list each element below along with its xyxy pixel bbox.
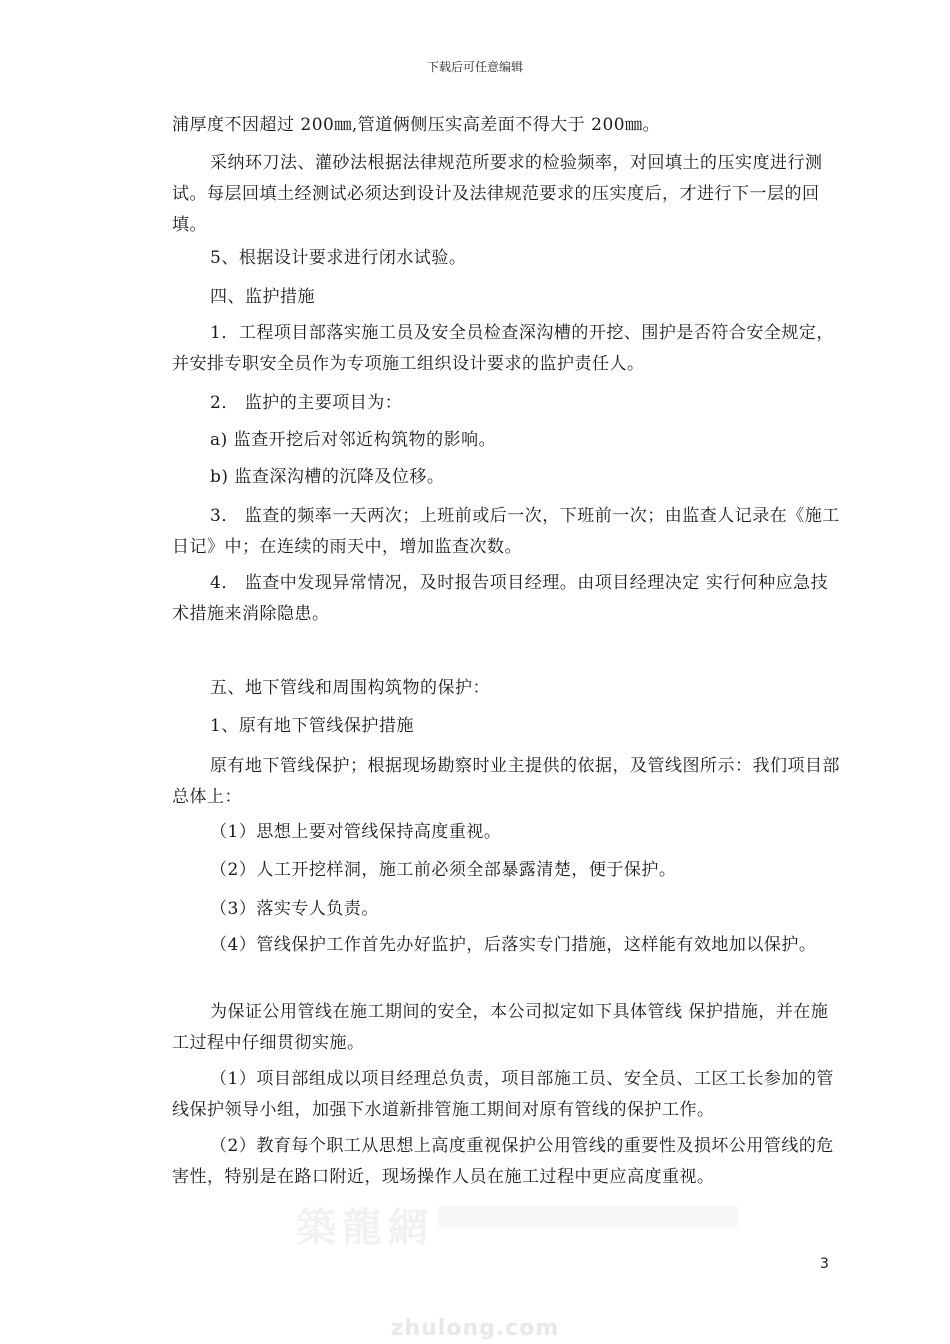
paragraph: 4． 监查中发现异常情况，及时报告项目经理。由项目经理决定 实行何种应急技术措施来消除隐患。 xyxy=(172,573,829,624)
paragraph: 浦厚度不因超过 200㎜,管道俩侧压实高差面不得大于 200㎜。 xyxy=(172,115,661,135)
paragraph: 1．工程项目部落实施工员及安全员检查深沟槽的开挖、围护是否符合安全规定，并安排专职安全员作为专项施工组织设计要求的监护责任人。 xyxy=(172,323,834,374)
list-item: （4）管线保护工作首先办好监护，后落实专门措施，这样能有效地加以保护。 xyxy=(210,935,817,955)
paragraph: 采纳环刀法、灌砂法根据法律规范所要求的检验频率，对回填土的压实度进行测试。每层回填土经测试必须达到设计及法律规范要求的压实度后，才进行下一层的回填。 xyxy=(172,153,823,235)
paragraph: （2）教育每个职工从思想上高度重视保护公用管线的重要性及损坏公用管线的危害性，特别是在路口附近，现场操作人员在施工过程中更应高度重视。 xyxy=(172,1136,834,1187)
section-heading: 四、监护措施 xyxy=(210,287,315,307)
paragraph: 原有地下管线保护；根据现场勘察时业主提供的依据，及管线图所示：我们项目部总体上： xyxy=(172,756,840,807)
page-number: 3 xyxy=(820,1256,829,1272)
list-item: （3）落实专人负责。 xyxy=(210,899,379,919)
paragraph: 5、根据设计要求进行闭水试验。 xyxy=(210,248,467,268)
paragraph: 2． 监护的主要项目为： xyxy=(210,393,403,413)
watermark-logo: 築龍網 xyxy=(296,1204,434,1251)
list-item: （1）思想上要对管线保持高度重视。 xyxy=(210,822,502,842)
subsection-heading: 1、原有地下管线保护措施 xyxy=(210,716,414,736)
paragraph: （1）项目部组成以项目经理总负责，项目部施工员、安全员、工区工长参加的管线保护领导小组，加强下水道新排管施工期间对原有管线的保护工作。 xyxy=(172,1069,834,1120)
watermark-band xyxy=(438,1206,738,1228)
list-item: a) 监查开挖后对邻近构筑物的影响。 xyxy=(210,430,497,450)
watermark-url: zhulong.com xyxy=(390,1316,560,1341)
section-heading: 五、地下管线和周围构筑物的保护： xyxy=(210,678,490,698)
page-header: 下载后可任意编辑 xyxy=(426,60,523,74)
paragraph: 为保证公用管线在施工期间的安全，本公司拟定如下具体管线 保护措施，并在施工过程中仔细贯彻实施。 xyxy=(172,1002,829,1053)
paragraph: 3． 监查的频率一天两次；上班前或后一次，下班前一次；由监查人记录在《施工日记》中；在连续的雨天中，增加监查次数。 xyxy=(172,506,840,557)
list-item: （2）人工开挖样洞，施工前必须全部暴露清楚，便于保护。 xyxy=(210,860,677,880)
list-item: b) 监查深沟槽的沉降及位移。 xyxy=(210,467,445,487)
